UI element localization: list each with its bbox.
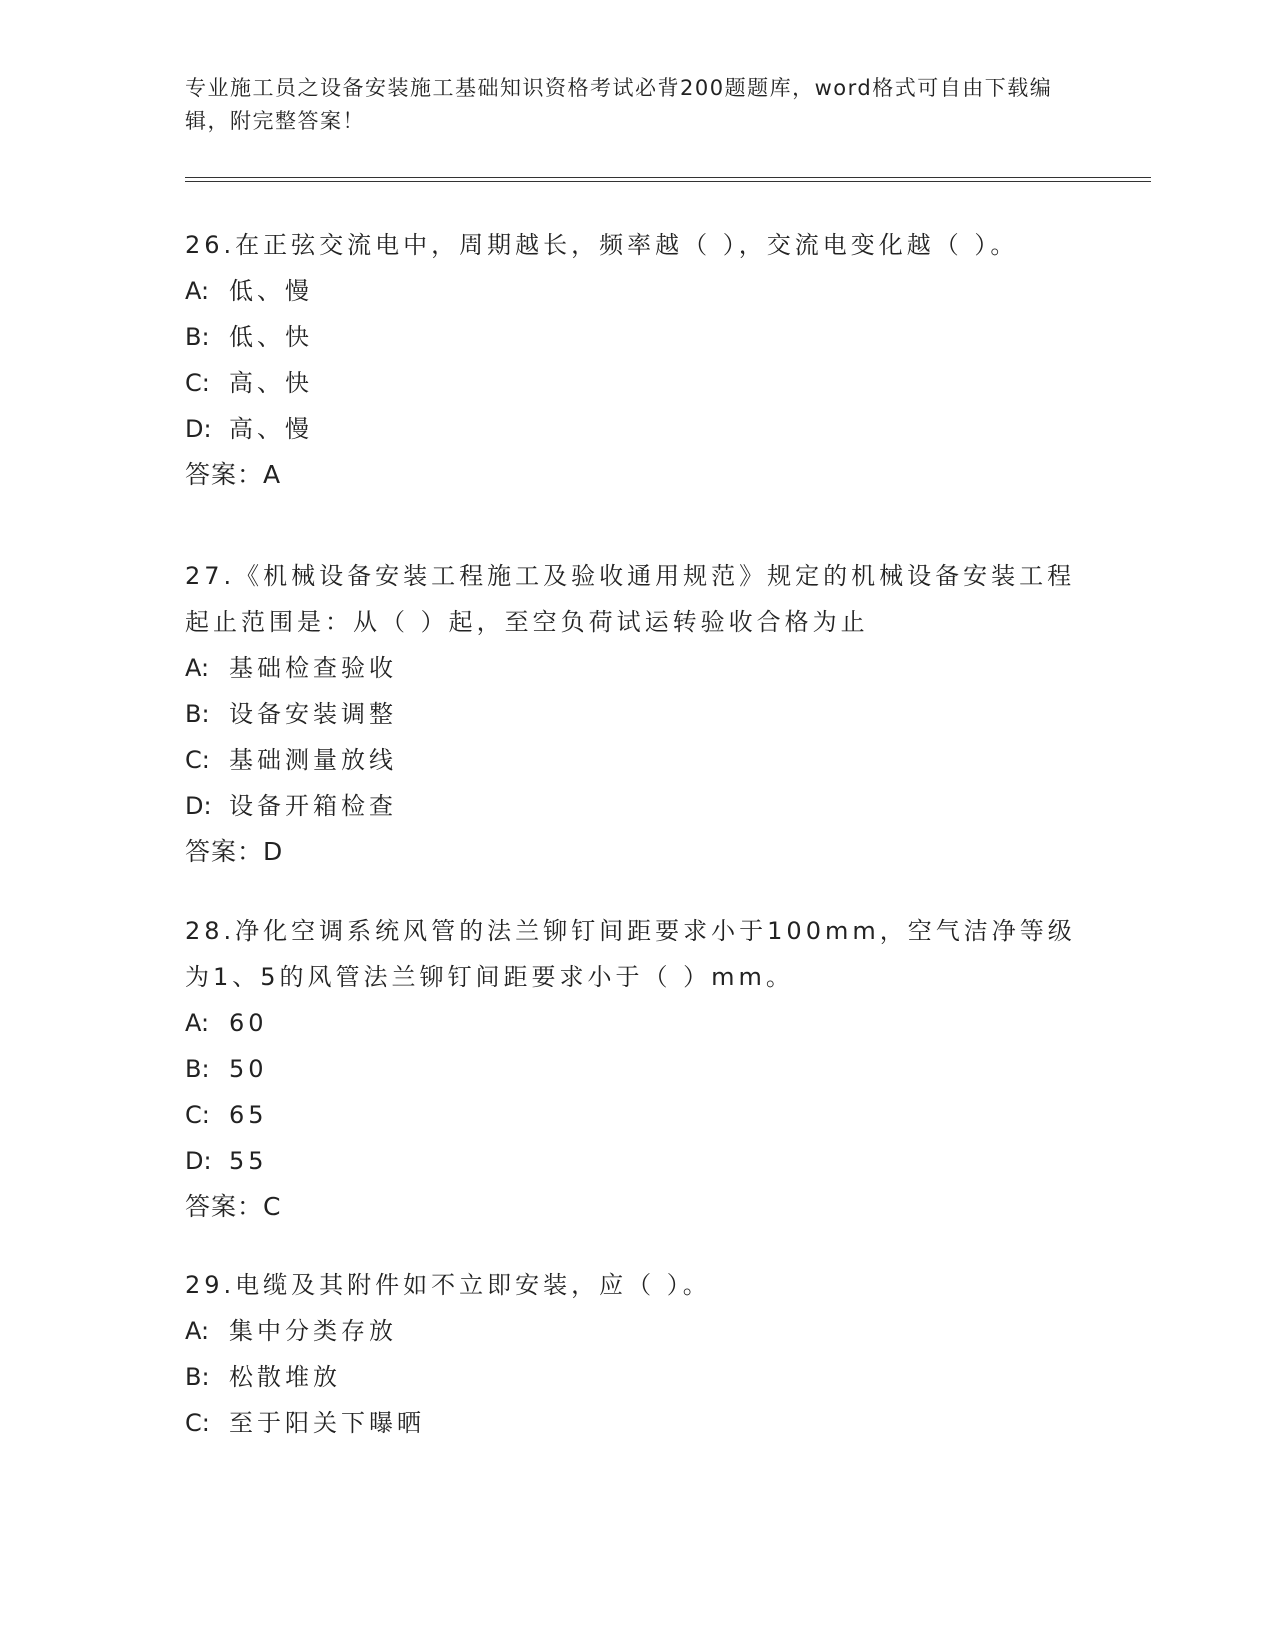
option-b: [185, 314, 1085, 360]
option-letter: C:: [185, 369, 210, 397]
answer-label: 答案：C: [185, 1192, 282, 1221]
question-28: [185, 908, 1085, 1230]
option-d: [185, 783, 1085, 829]
option-letter: B:: [185, 1055, 210, 1083]
option-letter: B:: [185, 1363, 210, 1391]
question-26: [185, 222, 1085, 498]
option-text: 60: [229, 1009, 268, 1037]
option-a: [185, 645, 1085, 691]
option-text: 65: [229, 1101, 268, 1129]
option-letter: B:: [185, 323, 210, 351]
option-letter: C:: [185, 746, 210, 774]
option-a: [185, 1308, 1085, 1354]
option-text: 基础检查验收: [229, 654, 397, 682]
option-a: [185, 268, 1085, 314]
option-text: 55: [229, 1147, 268, 1175]
option-text: 高、慢: [229, 415, 313, 443]
option-text: 集中分类存放: [229, 1317, 397, 1345]
option-b: [185, 1354, 1085, 1400]
option-letter: D:: [185, 415, 212, 443]
option-letter: A:: [185, 277, 210, 305]
option-letter: C:: [185, 1409, 210, 1437]
option-letter: C:: [185, 1101, 210, 1129]
question-29: [185, 1262, 1085, 1446]
question-stem: 28.净化空调系统风管的法兰铆钉间距要求小于100mm，空气洁净等级为1、5的风管法兰铆钉间距要求小于（ ）mm。: [185, 917, 1076, 991]
option-letter: A:: [185, 1009, 210, 1037]
option-text: 低、慢: [229, 277, 313, 305]
answer-label: 答案：A: [185, 460, 282, 489]
option-c: [185, 737, 1085, 783]
option-text: 基础测量放线: [229, 746, 397, 774]
option-text: 低、快: [229, 323, 313, 351]
option-text: 高、快: [229, 369, 313, 397]
option-d: [185, 1138, 1085, 1184]
option-text: 50: [229, 1055, 268, 1083]
option-letter: A:: [185, 654, 210, 682]
option-a: [185, 1000, 1085, 1046]
option-b: [185, 691, 1085, 737]
option-text: 设备开箱检查: [229, 792, 397, 820]
option-letter: D:: [185, 1147, 212, 1175]
document-header-title: 专业施工员之设备安装施工基础知识资格考试必背200题题库，word格式可自由下载编辑，附完整答案！: [185, 76, 1053, 133]
option-letter: D:: [185, 792, 212, 820]
option-letter: B:: [185, 700, 210, 728]
answer-label: 答案：D: [185, 837, 284, 866]
header-divider: [185, 177, 1151, 182]
option-c: [185, 360, 1085, 406]
question-stem: 26.在正弦交流电中，周期越长，频率越（ ），交流电变化越（ ）。: [185, 231, 1019, 259]
option-text: 至于阳关下曝晒: [229, 1409, 425, 1437]
option-d: [185, 406, 1085, 452]
question-stem: 27.《机械设备安装工程施工及验收通用规范》规定的机械设备安装工程起止范围是：从（ ）起，至空负荷试运转验收合格为止: [185, 562, 1076, 636]
option-b: [185, 1046, 1085, 1092]
question-stem: 29.电缆及其附件如不立即安装，应（ ）。: [185, 1271, 711, 1299]
question-27: [185, 553, 1085, 875]
option-letter: A:: [185, 1317, 210, 1345]
option-text: 设备安装调整: [229, 700, 397, 728]
option-c: [185, 1092, 1085, 1138]
option-text: 松散堆放: [229, 1363, 341, 1391]
option-c: [185, 1400, 1085, 1446]
